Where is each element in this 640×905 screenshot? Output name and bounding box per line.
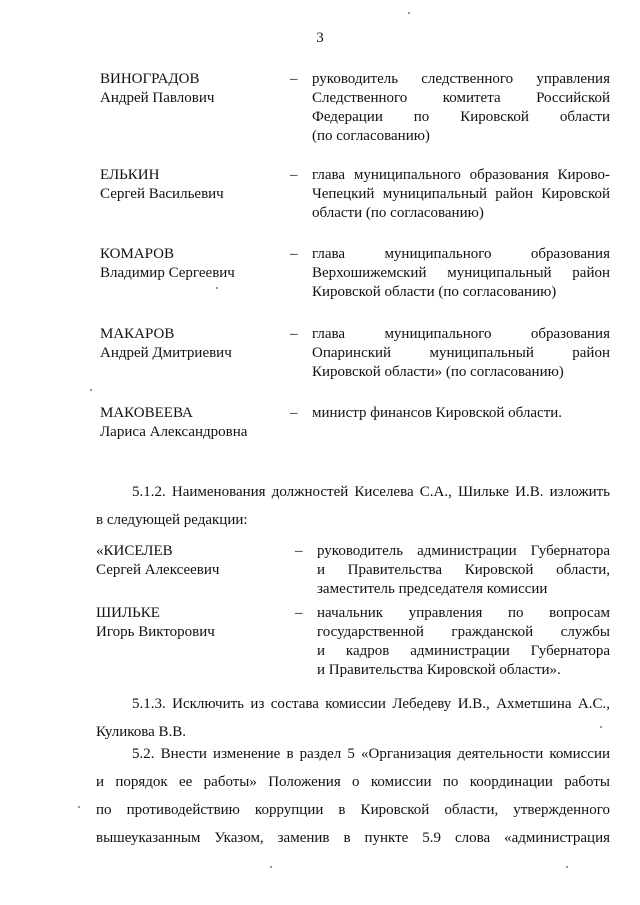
member-given-name: Андрей Павлович — [100, 90, 215, 106]
member-position — [312, 404, 610, 423]
position-line: и Правительства Кировской области». — [317, 662, 561, 678]
position-line: глава муниципального образования — [312, 246, 610, 262]
position-line: Чепецкий муниципальный район Кировской — [312, 186, 610, 202]
member-surname: МАКАРОВ — [100, 326, 175, 342]
member-surname: ВИНОГРАДОВ — [100, 71, 200, 87]
position-line: глава муниципального образования — [312, 326, 610, 342]
scan-speck — [216, 287, 218, 289]
member-surname: КОМАРОВ — [100, 246, 174, 262]
paragraph-5-1-3 — [96, 690, 610, 746]
member-dash: – — [295, 605, 303, 621]
position-line: государственной гражданской службы — [317, 624, 610, 640]
scan-speck — [78, 806, 80, 808]
paragraph-line: Куликова В.В. — [96, 724, 187, 740]
position-line: Верхошижемский муниципальный район — [312, 265, 610, 281]
member-position — [312, 70, 610, 146]
paragraph-line: в следующей редакции: — [96, 512, 248, 528]
member-position — [317, 604, 610, 680]
position-line: начальник управления по вопросам — [317, 605, 610, 621]
position-line: (по согласованию) — [312, 128, 430, 144]
scan-speck — [270, 866, 272, 868]
member-given-name: Владимир Сергеевич — [100, 265, 235, 281]
scan-speck — [408, 12, 410, 14]
member-surname: ШИЛЬКЕ — [96, 605, 160, 621]
paragraph-line: 5.1.3. Исключить из состава комиссии Лебедеву И.В., Ахметшина А.С., — [132, 696, 610, 712]
position-line: Следственного комитета Российской — [312, 90, 610, 106]
member-dash: – — [290, 167, 298, 183]
position-line: и кадров администрации Губернатора — [317, 643, 610, 659]
member-position — [312, 245, 610, 302]
position-line: и Правительства Кировской области, — [317, 562, 610, 578]
member-dash: – — [290, 71, 298, 87]
member-dash: – — [290, 326, 298, 342]
position-line: заместитель председателя комиссии — [317, 581, 548, 597]
member-given-name: Игорь Викторович — [96, 624, 215, 640]
member-surname: МАКОВЕЕВА — [100, 405, 193, 421]
member-dash: – — [295, 543, 303, 559]
paragraph-line: 5.2. Внести изменение в раздел 5 «Организация деятельности комиссии — [132, 746, 610, 762]
paragraph-line: по противодействию коррупции в Кировской области, утвержденного — [96, 802, 610, 818]
scan-speck — [600, 726, 602, 728]
position-line: руководитель следственного управления — [312, 71, 610, 87]
paragraph-line: вышеуказанным Указом, заменив в пункте 5.9 слова «администрация — [96, 830, 610, 846]
position-line: руководитель администрации Губернатора — [317, 543, 610, 559]
member-given-name: Сергей Алексеевич — [96, 562, 220, 578]
paragraph-line: и порядок ее работы» Положения о комиссии по координации работы — [96, 774, 610, 790]
member-given-name: Андрей Дмитриевич — [100, 345, 232, 361]
member-position — [312, 325, 610, 382]
position-line: Опаринский муниципальный район — [312, 345, 610, 361]
position-line: области (по согласованию) — [312, 205, 484, 221]
member-dash: – — [290, 405, 298, 421]
scan-speck — [90, 389, 92, 391]
position-line: Федерации по Кировской области — [312, 109, 610, 125]
paragraph-5-1-2 — [96, 478, 610, 534]
scan-speck — [566, 866, 568, 868]
position-line: Кировской области» (по согласованию) — [312, 364, 564, 380]
position-line: глава муниципального образования Кирово- — [312, 167, 610, 183]
paragraph-line: 5.1.2. Наименования должностей Киселева С.А., Шильке И.В. изложить — [132, 484, 610, 500]
member-dash: – — [290, 246, 298, 262]
member-surname: ЕЛЬКИН — [100, 167, 160, 183]
position-line: министр финансов Кировской области. — [312, 405, 563, 421]
member-position — [317, 542, 610, 599]
member-given-name: Сергей Васильевич — [100, 186, 224, 202]
paragraph-5-2 — [96, 740, 610, 852]
member-given-name: Лариса Александровна — [100, 424, 248, 440]
position-line: Кировской области (по согласованию) — [312, 284, 557, 300]
member-surname: «КИСЕЛЕВ — [96, 543, 173, 559]
member-position — [312, 166, 610, 223]
page-number: 3 — [316, 30, 324, 46]
